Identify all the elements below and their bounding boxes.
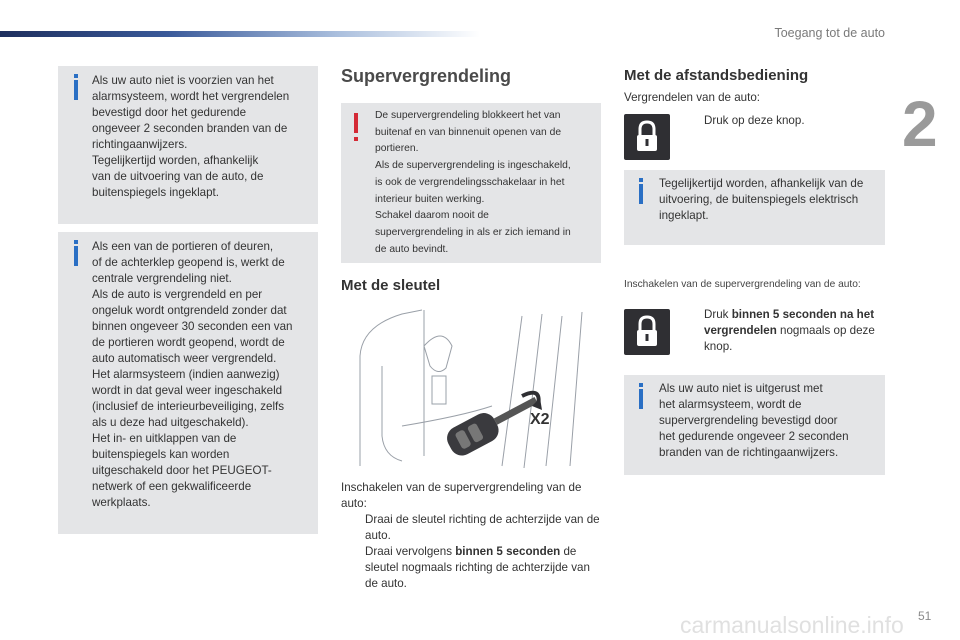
info-box-no-alarm: [624, 375, 885, 475]
info-icon: [639, 389, 643, 409]
key-intro: Inschakelen van de supervergrendeling van de auto:: [341, 481, 582, 510]
warning-box: [341, 103, 601, 263]
remote-step-press-again: Druk binnen 5 seconden na het vergrendelen nogmaals op deze knop.: [704, 308, 875, 353]
lock-intro: Vergrendelen van de auto:: [624, 91, 761, 104]
chapter-number: 2: [902, 88, 938, 160]
info-box-alarm-text: Als uw auto niet is voorzien van het alarmsysteem, wordt het vergrendelen bevestigd door het gedurende ongeveer 2 seconden branden van de richtingaanwijzers. Tegelijkertijd worden, afhankelijk van de uitvoering van de auto, de buitenspiegels ingeklapt.: [92, 74, 290, 199]
remote-step-press: Druk op deze knop.: [704, 114, 805, 127]
info-box-doors-text: Als een van de portieren of deuren, of de achterklep geopend is, werkt de centrale vergrendeling niet. Als de auto is vergrendeld en per ongeluk wordt ontgrendeld zonder dat binnen ongeveer 30 seconden een van de portieren wordt geopend, wordt de auto automatisch weer vergrendeld. Het alarmsysteem (indien aanwezig) wordt in dat geval weer ingeschakeld (inclusief de interieurbeveiliging, zelfs als u deze had uitgeschakeld). Het in- en uitklappen van de buitenspiegels kan worden uitgeschakeld door het PEUGEOT- netwerk of een gekwalificeerde werkplaats.: [92, 240, 293, 509]
info-icon: [74, 246, 78, 266]
key-illustration: [342, 306, 600, 474]
illustration-label: X2: [530, 411, 550, 428]
warning-icon: [354, 113, 358, 133]
key-step-2: Draai vervolgens binnen 5 seconden de sleutel nogmaals richting de achterzijde van de auto.: [365, 545, 590, 590]
info-icon: [74, 80, 78, 100]
info-box-no-alarm-text: Als uw auto niet is uitgerust met het alarmsysteem, wordt de supervergrendeling bevestigd door het gedurende ongeveer 2 seconden branden van de richtingaanwijzers.: [659, 382, 849, 459]
info-icon: [639, 184, 643, 204]
header-gradient-bar: [0, 31, 480, 37]
watermark: carmanualsonline.info: [680, 612, 904, 638]
info-box-mirrors-text: Tegelijkertijd worden, afhankelijk van de uitvoering, de buitenspiegels elektrisch ingeklapt.: [659, 177, 864, 222]
padlock-icon: [624, 114, 670, 160]
key-fob: [443, 387, 544, 459]
info-box-alarm: [58, 66, 318, 224]
super-intro: Inschakelen van de supervergrendeling van de auto:: [624, 279, 861, 290]
page-number: 51: [918, 609, 932, 623]
key-heading: Met de sleutel: [341, 277, 441, 294]
info-box-doors: [58, 232, 318, 534]
info-box-mirrors: [624, 170, 885, 245]
remote-heading: Met de afstandsbediening: [624, 67, 809, 84]
key-step-1: Draai de sleutel richting de achterzijde van de auto.: [365, 513, 600, 542]
supervergrendeling-heading: Supervergrendeling: [341, 66, 512, 86]
section-title: Toegang tot de auto: [774, 26, 885, 40]
warning-box-text: De supervergrendeling blokkeert het van buitenaf en van binnenuit openen van de portieren. Als de supervergrendeling is ingeschakeld, is ook de vergrendelingsschakelaar in het interieur buiten werking. Schakel daarom nooit de supervergrendeling in als er zich iemand in de auto bevindt.: [375, 110, 571, 255]
padlock-icon: [624, 309, 670, 355]
